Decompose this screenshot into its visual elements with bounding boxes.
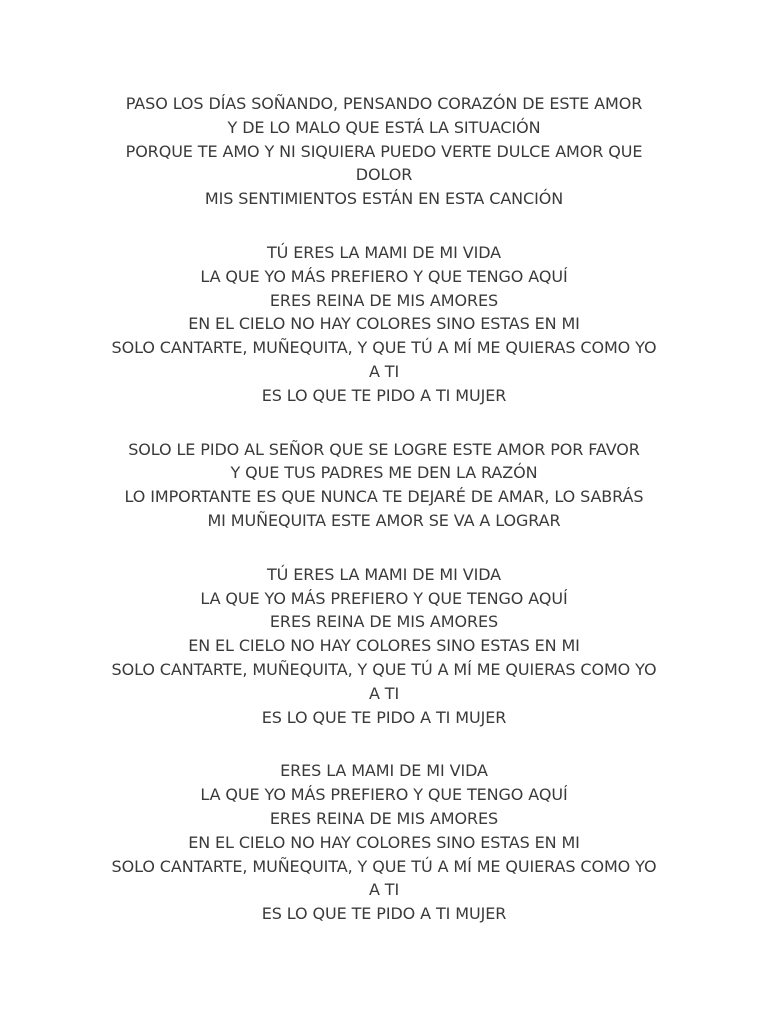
lyric-line: SOLO LE PIDO AL SEÑOR QUE SE LOGRE ESTE AMOR POR FAVOR (128, 439, 640, 459)
lyric-line: SOLO CANTARTE, MUÑEQUITA, Y QUE TÚ A MÍ ME QUIERAS COMO YO A TI (111, 856, 657, 900)
lyric-line: LO IMPORTANTE ES QUE NUNCA TE DEJARÉ DE AMAR, LO SABRÁS (124, 487, 644, 507)
lyric-line: PASO LOS DÍAS SOÑANDO, PENSANDO CORAZÓN DE ESTE AMOR (125, 94, 643, 113)
lyric-line: TÚ ERES LA MAMI DE MI VIDA (267, 242, 501, 262)
lyric-line: EN EL CIELO NO HAY COLORES SINO ESTAS EN MI (188, 314, 580, 334)
lyric-line: MIS SENTIMIENTOS ESTÁN EN ESTA CANCIÓN (204, 189, 564, 209)
stanza-2 (104, 241, 664, 408)
stanza-1 (104, 92, 664, 211)
lyric-line: LA QUE YO MÁS PREFIERO Y QUE TENGO AQUÍ (200, 785, 568, 805)
lyrics-page (0, 92, 768, 956)
lyric-line: ES LO QUE TE PIDO A TI MUJER (261, 904, 507, 924)
lyric-line: EN EL CIELO NO HAY COLORES SINO ESTAS EN MI (188, 636, 580, 656)
lyric-line: SOLO CANTARTE, MUÑEQUITA, Y QUE TÚ A MÍ ME QUIERAS COMO YO A TI (111, 659, 657, 703)
lyric-line: SOLO CANTARTE, MUÑEQUITA, Y QUE TÚ A MÍ ME QUIERAS COMO YO A TI (111, 338, 657, 381)
lyric-line: Y DE LO MALO QUE ESTÁ LA SITUACIÓN (227, 117, 541, 137)
lyric-line: ERES REINA DE MIS AMORES (269, 808, 499, 828)
lyric-line: ES LO QUE TE PIDO A TI MUJER (261, 707, 507, 727)
lyric-line: LA QUE YO MÁS PREFIERO Y QUE TENGO AQUÍ (200, 266, 568, 286)
lyric-line: ERES REINA DE MIS AMORES (269, 612, 499, 632)
lyric-line: TÚ ERES LA MAMI DE MI VIDA (267, 564, 501, 584)
lyric-line: PORQUE TE AMO Y NI SIQUIERA PUEDO VERTE DULCE AMOR QUE DOLOR (125, 141, 643, 185)
lyric-line: ES LO QUE TE PIDO A TI MUJER (261, 385, 507, 405)
stanza-4 (104, 563, 664, 730)
stanza-5 (104, 759, 664, 926)
lyric-line: LA QUE YO MÁS PREFIERO Y QUE TENGO AQUÍ (200, 588, 568, 608)
lyric-line: Y QUE TUS PADRES ME DEN LA RAZÓN (230, 463, 538, 483)
stanza-3 (104, 438, 664, 533)
lyric-line: ERES LA MAMI DE MI VIDA (280, 761, 488, 781)
lyric-line: EN EL CIELO NO HAY COLORES SINO ESTAS EN MI (188, 832, 580, 852)
lyric-line: ERES REINA DE MIS AMORES (269, 290, 499, 310)
lyric-line: MI MUÑEQUITA ESTE AMOR SE VA A LOGRAR (207, 510, 561, 530)
